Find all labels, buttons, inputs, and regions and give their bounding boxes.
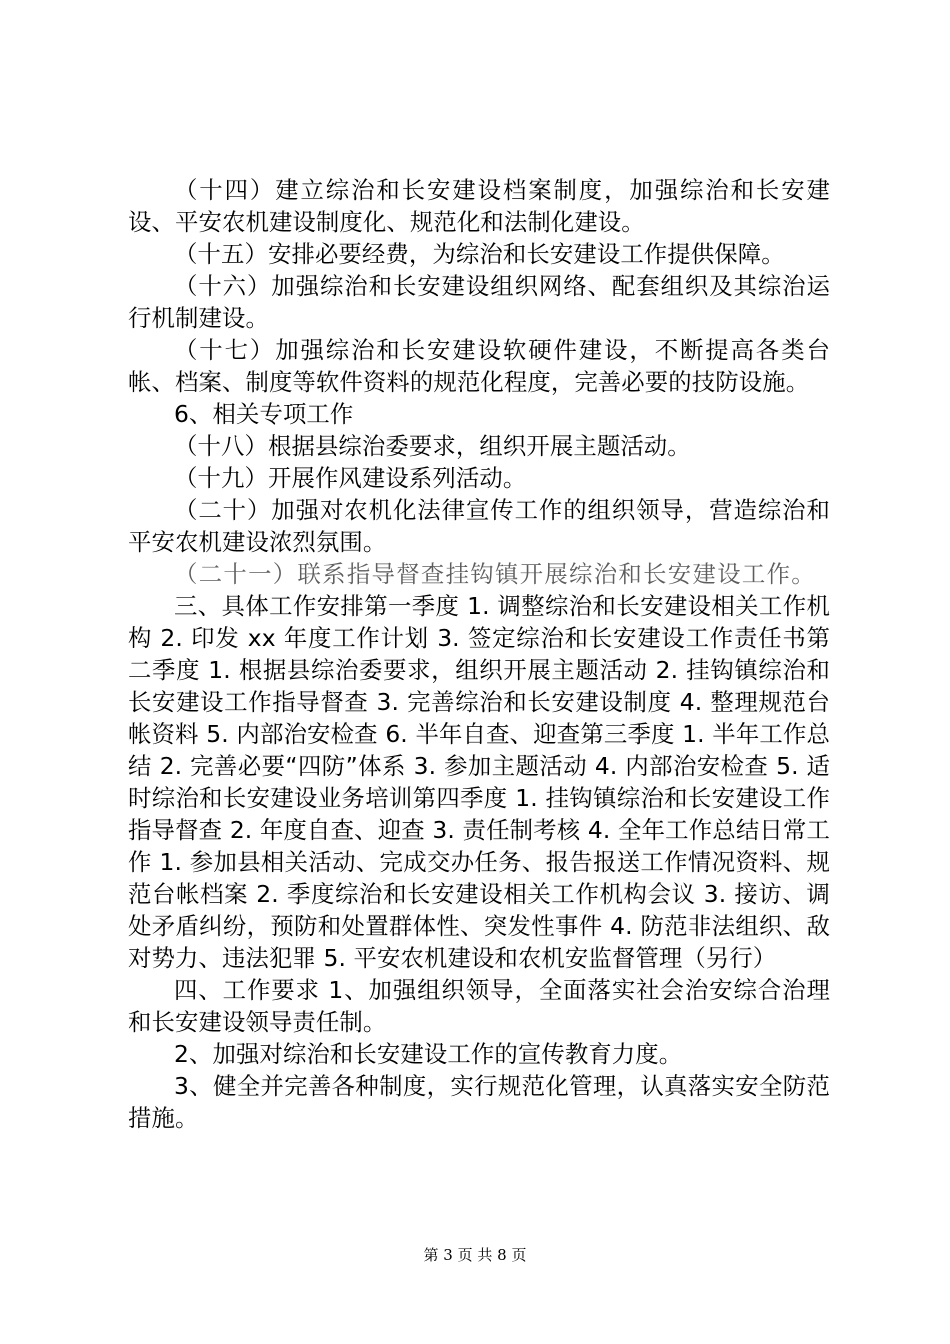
- paragraph-work-schedule: 三、具体工作安排第一季度 1. 调整综治和长安建设相关工作机构 2. 印发 xx 年度工作计划 3. 签定综治和长安建设工作责任书第二季度 1. 根据县综治委要求，组织开展主题活动 2. 挂钩镇综治和长安建设工作指导督查 3. 完善综治和长安建设制度 4. 整理规范台帐资料 5. 内部治安检查 6. 半年自查、迎查第三季度 1. 半年工作总结 2. 完善必要“四防”体系 3. 参加主题活动 4. 内部治安检查 5. 适时综治和长安建设业务培训第四季度 1. 挂钩镇综治和长安建设工作指导督查 2. 年度自查、迎查 3. 责任制考核 4. 全年工作总结日常工作 1. 参加县相关活动、完成交办任务、报告报送工作情况资料、规范台帐档案 2. 季度综治和长安建设相关工作机构会议 3. 接访、调处矛盾纠纷，预防和处置群体性、突发性事件 4. 防范非法组织、敌对势力、违法犯罪 5. 平安农机建设和农机安监督管理（另行）: [128, 592, 830, 972]
- paragraph-item-14: （十四）建立综治和长安建设档案制度，加强综治和长安建设、平安农机建设制度化、规范化和法制化建设。: [128, 176, 830, 236]
- paragraph-item-19: （十九）开展作风建设系列活动。: [174, 464, 527, 492]
- paragraph-item-15: （十五）安排必要经费，为综治和长安建设工作提供保障。: [174, 240, 785, 268]
- paragraph-work-requirements: 四、工作要求 1、加强组织领导，全面落实社会治安综合治理和长安建设领导责任制。: [128, 976, 830, 1036]
- paragraph-item-21: （二十一）联系指导督查挂钩镇开展综治和长安建设工作。: [174, 560, 816, 588]
- paragraph-item-20: （二十）加强对农机化法律宣传工作的组织领导，营造综治和平安农机建设浓烈氛围。: [128, 496, 830, 556]
- page-number-footer: 第 3 页 共 8 页: [423, 1246, 527, 1264]
- document-body: [128, 174, 830, 1134]
- paragraph-requirement-3: 3、健全并完善各种制度，实行规范化管理，认真落实安全防范措施。: [128, 1072, 830, 1132]
- paragraph-requirement-2: 2、加强对综治和长安建设工作的宣传教育力度。: [174, 1040, 683, 1068]
- paragraph-item-17: （十七）加强综治和长安建设软硬件建设，不断提高各类台帐、档案、制度等软件资料的规范化程度，完善必要的技防设施。: [128, 336, 830, 396]
- paragraph-item-16: （十六）加强综治和长安建设组织网络、配套组织及其综治运行机制建设。: [128, 272, 830, 332]
- paragraph-item-18: （十八）根据县综治委要求，组织开展主题活动。: [174, 432, 691, 460]
- section-heading-special-work: 6、相关专项工作: [174, 400, 354, 428]
